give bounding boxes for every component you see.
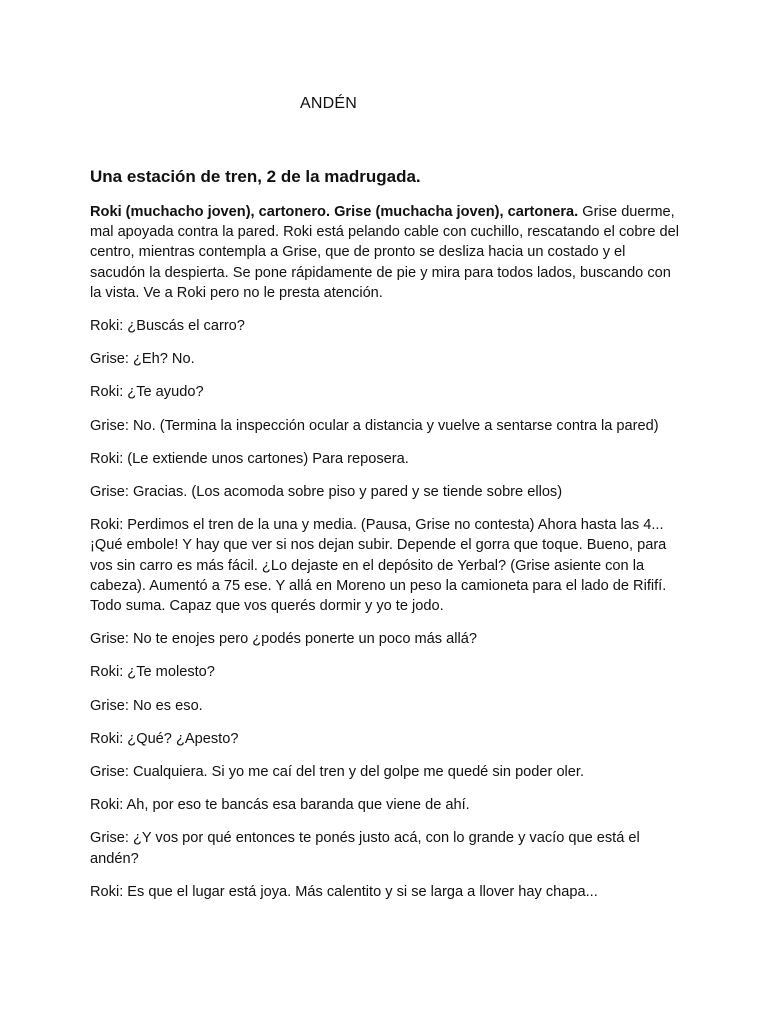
document-body xyxy=(90,202,682,915)
characters-list: Roki (muchacho joven), cartonero. Grise (muchacha joven), cartonera. xyxy=(90,204,579,220)
dialogue-line: Roki: ¿Te ayudo? xyxy=(90,384,204,401)
dialogue-line: Roki: Perdimos el tren de la una y media. (Pausa, Grise no contesta) Ahora hasta las 4... ¡Qué embole! Y hay que ver si nos dejan subir. Depende el gorra que toque. Bueno, para vos sin carro es más fácil. ¿Lo dejaste en el depósito de Yerbal? (Grise asiente con la cabeza). Aumentó a 75 ese. Y allá en Moreno un peso la camioneta para el lado de Rififí. Todo suma. Capaz que vos querés dormir y yo te jodo. xyxy=(90,517,667,615)
dialogue-line: Grise: Gracias. (Los acomoda sobre piso y pared y se tiende sobre ellos) xyxy=(90,484,563,501)
dialogue-line: Grise: No te enojes pero ¿podés ponerte un poco más allá? xyxy=(90,631,477,648)
document-title: ANDÉN xyxy=(300,95,358,112)
scene-heading: Una estación de tren, 2 de la madrugada. xyxy=(90,167,421,186)
dialogue-line: Grise: No. (Termina la inspección ocular a distancia y vuelve a sentarse contra la pared) xyxy=(90,417,659,434)
dialogue-line: Roki: Ah, por eso te bancás esa baranda que viene de ahí. xyxy=(90,797,470,814)
dialogue-line: Roki: (Le extiende unos cartones) Para reposera. xyxy=(90,450,409,467)
dialogue-line: Roki: ¿Qué? ¿Apesto? xyxy=(90,730,239,747)
intro-paragraph xyxy=(90,202,682,303)
dialogue-line: Grise: ¿Eh? No. xyxy=(90,351,195,368)
dialogue-line: Grise: No es eso. xyxy=(90,697,203,714)
dialogue-line: Roki: ¿Buscás el carro? xyxy=(90,318,245,335)
dialogue-line: Grise: ¿Y vos por qué entonces te ponés justo acá, con lo grande y vacío que está el andén? xyxy=(90,830,640,867)
stage-direction: Grise duerme, mal apoyada contra la pared. Roki está pelando cable con cuchillo, rescatando el cobre del centro, mientras contempla a Grise, que de pronto se desliza hacia un costado y el sacudón la despierta. Se pone rápidamente de pie y mira para todos lados, buscando con la vista. Ve a Roki pero no le presta atención. xyxy=(90,204,679,301)
dialogue-line: Grise: Cualquiera. Si yo me caí del tren y del golpe me quedé sin poder oler. xyxy=(90,764,585,781)
dialogue-line: Roki: ¿Te molesto? xyxy=(90,664,215,681)
dialogue-line: Roki: Es que el lugar está joya. Más calentito y si se larga a llover hay chapa... xyxy=(90,883,598,900)
